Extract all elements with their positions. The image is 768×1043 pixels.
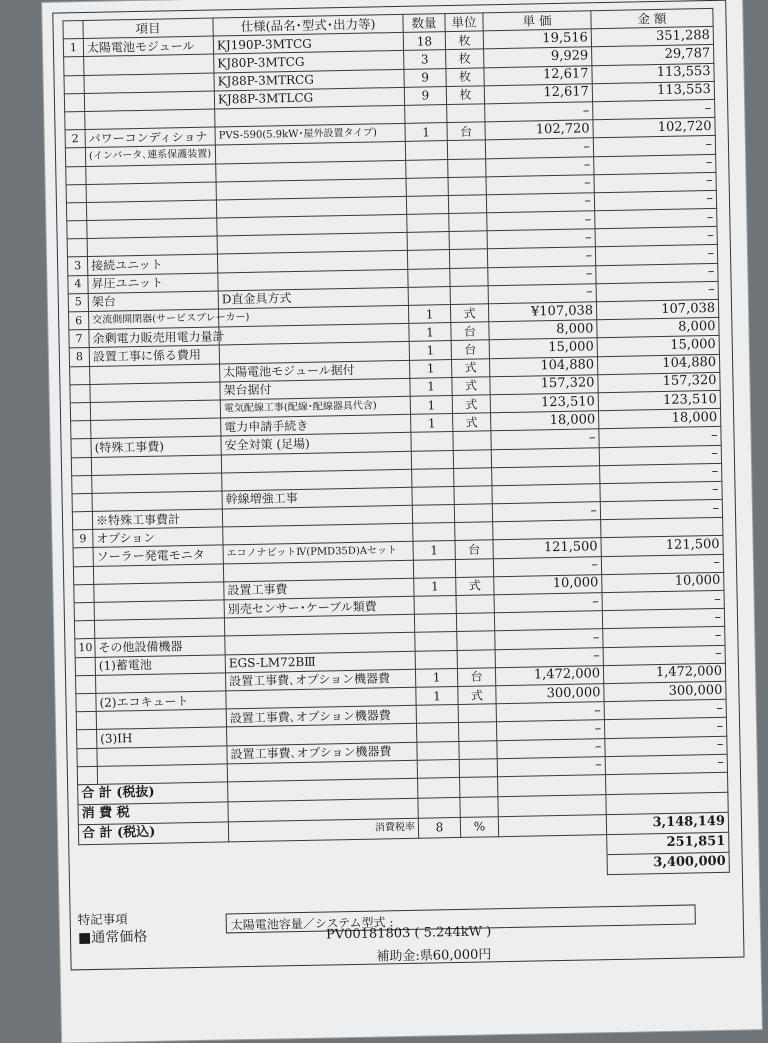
cell-unit bbox=[459, 758, 497, 777]
cell-item: 設置工事に係る費用 bbox=[89, 345, 219, 366]
cell-no: 6 bbox=[69, 311, 89, 330]
cell-unit bbox=[454, 486, 492, 505]
cell-unit bbox=[459, 740, 497, 759]
cell-spec: 電気配線工事(配線･配線器具代含) bbox=[220, 396, 410, 418]
cell-item: (1)蓄電池 bbox=[95, 654, 225, 675]
header-spec: 仕様(品名･型式･出力等) bbox=[213, 14, 403, 36]
cell-spec: 太陽電池モジュール据付 bbox=[220, 360, 410, 382]
cell-spec: 電力申請手続き bbox=[221, 414, 411, 436]
cell-amount: – bbox=[604, 718, 726, 739]
cell-unit: 式 bbox=[453, 413, 491, 432]
cell-price: – bbox=[495, 629, 603, 649]
cell-amount: – bbox=[604, 699, 726, 720]
cell-qty: 1 bbox=[410, 377, 452, 396]
cell-unit bbox=[448, 158, 486, 177]
cell-amount: – bbox=[599, 427, 721, 448]
totals-body bbox=[78, 772, 730, 884]
cell-qty bbox=[412, 505, 454, 524]
cell-amount: – bbox=[605, 736, 727, 757]
cell-no bbox=[72, 512, 92, 531]
header-qty: 数量 bbox=[403, 14, 445, 33]
tax-rate-value: 8 bbox=[418, 817, 460, 838]
cell-qty bbox=[406, 195, 448, 214]
cell-unit bbox=[450, 267, 488, 286]
cell-amount: – bbox=[603, 627, 725, 648]
cell-qty: 1 bbox=[414, 577, 456, 596]
cell-qty: 1 bbox=[408, 305, 450, 324]
cell-amount: – bbox=[595, 208, 717, 229]
cell-spec: 別売センサー･ケーブル類費 bbox=[224, 596, 414, 618]
header-item: 項目 bbox=[83, 18, 213, 39]
cell-price: – bbox=[488, 284, 596, 304]
cell-price bbox=[493, 520, 601, 540]
cell-no bbox=[65, 111, 85, 130]
cell-unit: 台 bbox=[451, 340, 489, 359]
cell-no bbox=[73, 566, 93, 585]
cell-item: (2)エコキュート bbox=[96, 691, 226, 712]
cell-spec: 設置工事費 bbox=[224, 578, 414, 600]
cell-price: 12,617 bbox=[484, 84, 592, 104]
cell-qty bbox=[414, 614, 456, 633]
cell-unit bbox=[458, 722, 496, 741]
cell-qty bbox=[407, 214, 449, 233]
cell-no bbox=[70, 402, 90, 421]
cell-amount bbox=[601, 518, 723, 539]
cell-unit: 式 bbox=[452, 395, 490, 414]
cell-spec: エコノナビットⅣ(PMD35D)Aセット bbox=[223, 542, 413, 564]
cell-no bbox=[73, 548, 93, 567]
cell-no bbox=[76, 693, 96, 712]
header-amount: 金 額 bbox=[591, 8, 713, 29]
cell-unit bbox=[456, 595, 494, 614]
cell-qty bbox=[412, 468, 454, 487]
cell-qty bbox=[405, 105, 447, 124]
cell-no bbox=[70, 366, 90, 385]
cell-unit bbox=[453, 431, 491, 450]
cell-spec: 幹線増強工事 bbox=[222, 487, 412, 509]
estimate-table bbox=[62, 8, 729, 885]
cell-item: (特殊工事費) bbox=[91, 436, 221, 457]
cell-no bbox=[67, 221, 87, 240]
cell-amount: – bbox=[596, 263, 718, 284]
cell-qty bbox=[415, 650, 457, 669]
cell-no bbox=[70, 384, 90, 403]
cell-unit bbox=[454, 504, 492, 523]
cell-amount: 113,553 bbox=[592, 81, 714, 102]
cell-amount: 300,000 bbox=[604, 681, 726, 702]
cell-no: 3 bbox=[67, 257, 87, 276]
system-model: PV00181803 ( 5.244kW ) bbox=[325, 924, 492, 943]
cell-item: (インバータ､連系保護装置) bbox=[85, 145, 215, 166]
cell-no bbox=[64, 93, 84, 112]
cell-unit: 台 bbox=[447, 122, 485, 141]
cell-price: 104,880 bbox=[489, 356, 597, 376]
cell-no bbox=[72, 475, 92, 494]
cell-no bbox=[74, 621, 94, 640]
cell-spec: KJ190P-3MTCG bbox=[213, 33, 403, 55]
cell-unit bbox=[447, 140, 485, 159]
cell-no: 2 bbox=[65, 130, 85, 149]
cell-spec: KJ88P-3MTLCG bbox=[214, 87, 404, 109]
cell-no bbox=[66, 202, 86, 221]
cell-amount: – bbox=[593, 136, 715, 157]
cell-unit: 式 bbox=[458, 686, 496, 705]
cell-amount: 10,000 bbox=[602, 572, 724, 593]
cell-unit bbox=[449, 249, 487, 268]
cell-amount: 123,510 bbox=[598, 390, 720, 411]
cell-no bbox=[71, 457, 91, 476]
cell-spec: 設置工事費､オプション機器費 bbox=[225, 669, 415, 691]
cell-amount: – bbox=[595, 227, 717, 248]
tax-value: 251,851 bbox=[607, 832, 729, 854]
cell-spec: 設置工事費､オプション機器費 bbox=[227, 742, 417, 764]
cell-price: – bbox=[497, 756, 605, 776]
cell-spec: 安全対策 (足場) bbox=[221, 433, 411, 455]
total-value: 3,400,000 bbox=[607, 852, 729, 874]
cell-amount: – bbox=[600, 463, 722, 484]
cell-qty bbox=[413, 559, 455, 578]
cell-qty: 1 bbox=[409, 323, 451, 342]
cell-no bbox=[64, 75, 84, 94]
cell-price: – bbox=[487, 247, 595, 267]
cell-no bbox=[71, 439, 91, 458]
cell-qty bbox=[406, 177, 448, 196]
cell-price: – bbox=[492, 502, 600, 522]
cell-no: 4 bbox=[68, 275, 88, 294]
cell-price: – bbox=[485, 102, 593, 122]
cell-item: ソーラー発電モニタ bbox=[93, 545, 223, 566]
cell-qty: 1 bbox=[415, 668, 457, 687]
cell-amount: – bbox=[595, 245, 717, 266]
cell-qty bbox=[412, 486, 454, 505]
cell-price: 12,617 bbox=[484, 65, 592, 85]
cell-qty: 1 bbox=[410, 359, 452, 378]
cell-amount: – bbox=[594, 154, 716, 175]
subtotal-label: 合 計 (税抜) bbox=[78, 782, 228, 805]
cell-price: – bbox=[497, 738, 605, 758]
cell-price: – bbox=[493, 556, 601, 576]
cell-price: – bbox=[495, 647, 603, 667]
subtotal-value: 3,148,149 bbox=[606, 812, 728, 834]
notes-label: 特記事項 bbox=[77, 911, 128, 928]
cell-unit bbox=[454, 467, 492, 486]
cell-qty bbox=[408, 286, 450, 305]
cell-qty bbox=[407, 232, 449, 251]
cell-no bbox=[66, 166, 86, 185]
cell-no bbox=[72, 493, 92, 512]
cell-qty: 1 bbox=[405, 123, 447, 142]
cell-item: ※特殊工事費計 bbox=[92, 509, 222, 530]
cell-unit bbox=[450, 286, 488, 305]
cell-amount: – bbox=[601, 554, 723, 575]
cell-price: 1,472,000 bbox=[495, 665, 603, 685]
cell-unit bbox=[447, 104, 485, 123]
cell-unit bbox=[448, 195, 486, 214]
cell-no: 7 bbox=[69, 330, 89, 349]
cell-unit bbox=[458, 704, 496, 723]
subsidy-note: 補助金:県60,000円 bbox=[376, 947, 492, 965]
cell-no: 10 bbox=[75, 639, 95, 658]
cell-qty bbox=[407, 250, 449, 269]
cell-price: 102,720 bbox=[485, 120, 593, 140]
cell-qty bbox=[417, 741, 459, 760]
cell-unit bbox=[455, 558, 493, 577]
cell-price: 18,000 bbox=[491, 411, 599, 431]
cell-qty: 9 bbox=[404, 86, 446, 105]
normal-price-label: ■通常価格 bbox=[77, 928, 148, 947]
cell-unit bbox=[449, 231, 487, 250]
cell-item: オプション bbox=[93, 527, 223, 548]
cell-price: 10,000 bbox=[494, 574, 602, 594]
cell-price: – bbox=[485, 138, 593, 158]
cell-item: (3)IH bbox=[97, 727, 227, 748]
cell-qty bbox=[406, 159, 448, 178]
cell-qty: 18 bbox=[403, 32, 445, 51]
cell-amount: 8,000 bbox=[597, 318, 719, 339]
cell-amount: – bbox=[602, 609, 724, 630]
header-price: 単 価 bbox=[483, 11, 591, 31]
cell-amount: – bbox=[593, 99, 715, 120]
cell-price: – bbox=[491, 429, 599, 449]
cell-price: ¥107,038 bbox=[488, 302, 596, 322]
cell-qty: 1 bbox=[409, 341, 451, 360]
cell-spec: KJ88P-3MTRCG bbox=[214, 69, 404, 91]
cell-price: – bbox=[496, 720, 604, 740]
cell-amount: 18,000 bbox=[599, 408, 721, 429]
cell-price: 8,000 bbox=[489, 320, 597, 340]
cell-unit: 枚 bbox=[446, 86, 484, 105]
header-no bbox=[63, 21, 83, 40]
cell-amount: – bbox=[605, 754, 727, 775]
cell-qty bbox=[416, 723, 458, 742]
cell-amount: – bbox=[594, 172, 716, 193]
cell-qty bbox=[415, 632, 457, 651]
cell-no bbox=[76, 712, 96, 731]
tax-rate-label: 消費税率 bbox=[228, 818, 418, 842]
cell-item: 交流側開閉器(サービスブレーカー) bbox=[89, 309, 219, 330]
cell-item: その他設備機器 bbox=[95, 636, 225, 657]
percent-sign: % bbox=[460, 817, 498, 838]
cell-amount: 104,880 bbox=[597, 354, 719, 375]
estimate-sheet bbox=[42, 0, 762, 1043]
cell-price bbox=[492, 484, 600, 504]
cell-unit: 式 bbox=[452, 377, 490, 396]
cell-qty bbox=[408, 268, 450, 287]
cell-no bbox=[77, 730, 97, 749]
cell-amount: 351,288 bbox=[591, 27, 713, 48]
cell-price: 19,516 bbox=[483, 29, 591, 49]
tax-label: 消 費 税 bbox=[78, 802, 228, 825]
cell-amount: 102,720 bbox=[593, 118, 715, 139]
cell-price: 121,500 bbox=[493, 538, 601, 558]
cell-price: – bbox=[488, 265, 596, 285]
cell-spec: EGS-LM72BⅢ bbox=[225, 651, 415, 673]
cell-qty bbox=[416, 705, 458, 724]
cell-qty bbox=[411, 432, 453, 451]
cell-item: 余剰電力販売用電力量計 bbox=[89, 327, 219, 348]
cell-spec: KJ80P-3MTCG bbox=[214, 51, 404, 73]
cell-qty: 9 bbox=[404, 68, 446, 87]
cell-unit: 台 bbox=[451, 322, 489, 341]
cell-spec: D直金具方式 bbox=[218, 287, 408, 309]
cell-amount: 29,787 bbox=[592, 45, 714, 66]
cell-qty: 1 bbox=[413, 541, 455, 560]
cell-amount: – bbox=[600, 499, 722, 520]
cell-unit: 式 bbox=[450, 304, 488, 323]
cell-no bbox=[74, 584, 94, 603]
cell-unit: 式 bbox=[451, 358, 489, 377]
cell-qty bbox=[411, 450, 453, 469]
total-label: 合 計 (税込) bbox=[78, 822, 228, 845]
cell-unit: 枚 bbox=[445, 31, 483, 50]
cell-item: 架台 bbox=[88, 291, 218, 312]
cell-unit bbox=[453, 449, 491, 468]
cell-item: パワーコンディショナ bbox=[85, 127, 215, 148]
cell-unit bbox=[449, 213, 487, 232]
cell-unit bbox=[456, 613, 494, 632]
cell-no bbox=[64, 57, 84, 76]
cell-qty: 1 bbox=[416, 686, 458, 705]
cell-spec: 設置工事費､オプション機器費 bbox=[226, 705, 416, 727]
cell-amount: 157,320 bbox=[598, 372, 720, 393]
cell-price: – bbox=[486, 156, 594, 176]
cell-no: 8 bbox=[69, 348, 89, 367]
cell-item: 太陽電池モジュール bbox=[83, 36, 213, 57]
cell-price: – bbox=[487, 211, 595, 231]
cell-unit: 枚 bbox=[446, 67, 484, 86]
cell-amount: – bbox=[599, 445, 721, 466]
cell-qty bbox=[405, 141, 447, 160]
cell-price: – bbox=[486, 174, 594, 194]
header-unit: 単位 bbox=[445, 13, 483, 32]
cell-no bbox=[65, 148, 85, 167]
cell-amount: 1,472,000 bbox=[603, 663, 725, 684]
cell-no bbox=[75, 657, 95, 676]
cell-price: – bbox=[494, 593, 602, 613]
cell-amount: 15,000 bbox=[597, 336, 719, 357]
cell-no bbox=[77, 748, 97, 767]
cell-price bbox=[494, 611, 602, 631]
cell-unit bbox=[457, 649, 495, 668]
cell-price: 9,929 bbox=[484, 47, 592, 67]
cell-unit: 台 bbox=[457, 667, 495, 686]
cell-item: 昇圧ユニット bbox=[88, 273, 218, 294]
cell-amount: 113,553 bbox=[592, 63, 714, 84]
cell-no bbox=[67, 239, 87, 258]
cell-no: 1 bbox=[63, 39, 83, 58]
cell-amount: – bbox=[600, 481, 722, 502]
cell-unit bbox=[455, 522, 493, 541]
cell-unit bbox=[448, 177, 486, 196]
cell-qty: 1 bbox=[410, 395, 452, 414]
cell-price: 15,000 bbox=[489, 338, 597, 358]
cell-no bbox=[66, 184, 86, 203]
cell-price bbox=[491, 447, 599, 467]
cell-amount: 107,038 bbox=[596, 299, 718, 320]
table-body bbox=[63, 27, 727, 785]
cell-qty bbox=[417, 759, 459, 778]
capacity-label: 太陽電池容量／システム型式 : bbox=[230, 915, 394, 933]
cell-amount: – bbox=[596, 281, 718, 302]
cell-price bbox=[492, 465, 600, 485]
cell-no bbox=[76, 675, 96, 694]
cell-no bbox=[74, 602, 94, 621]
cell-qty bbox=[414, 595, 456, 614]
cell-unit: 台 bbox=[455, 540, 493, 559]
notes-section bbox=[76, 898, 737, 971]
cell-spec: PVS-590(5.9kW･屋外設置タイプ) bbox=[215, 123, 405, 145]
cell-no bbox=[71, 421, 91, 440]
cell-no: 5 bbox=[68, 293, 88, 312]
cell-qty: 3 bbox=[404, 50, 446, 69]
cell-price: – bbox=[487, 229, 595, 249]
cell-no bbox=[77, 766, 97, 785]
cell-unit: 枚 bbox=[446, 49, 484, 68]
cell-price: 300,000 bbox=[496, 684, 604, 704]
cell-price: – bbox=[496, 702, 604, 722]
cell-amount: – bbox=[603, 645, 725, 666]
cell-amount: – bbox=[602, 590, 724, 611]
cell-amount: – bbox=[594, 190, 716, 211]
cell-spec: 架台据付 bbox=[220, 378, 410, 400]
cell-unit: 式 bbox=[456, 577, 494, 596]
cell-price: – bbox=[486, 193, 594, 213]
cell-amount: 121,500 bbox=[601, 536, 723, 557]
cell-no: 9 bbox=[73, 530, 93, 549]
cell-qty: 1 bbox=[411, 414, 453, 433]
cell-price: 157,320 bbox=[490, 374, 598, 394]
cell-qty bbox=[413, 523, 455, 542]
cell-price: 123,510 bbox=[490, 393, 598, 413]
cell-unit bbox=[457, 631, 495, 650]
cell-item: 接続ユニット bbox=[87, 254, 217, 275]
